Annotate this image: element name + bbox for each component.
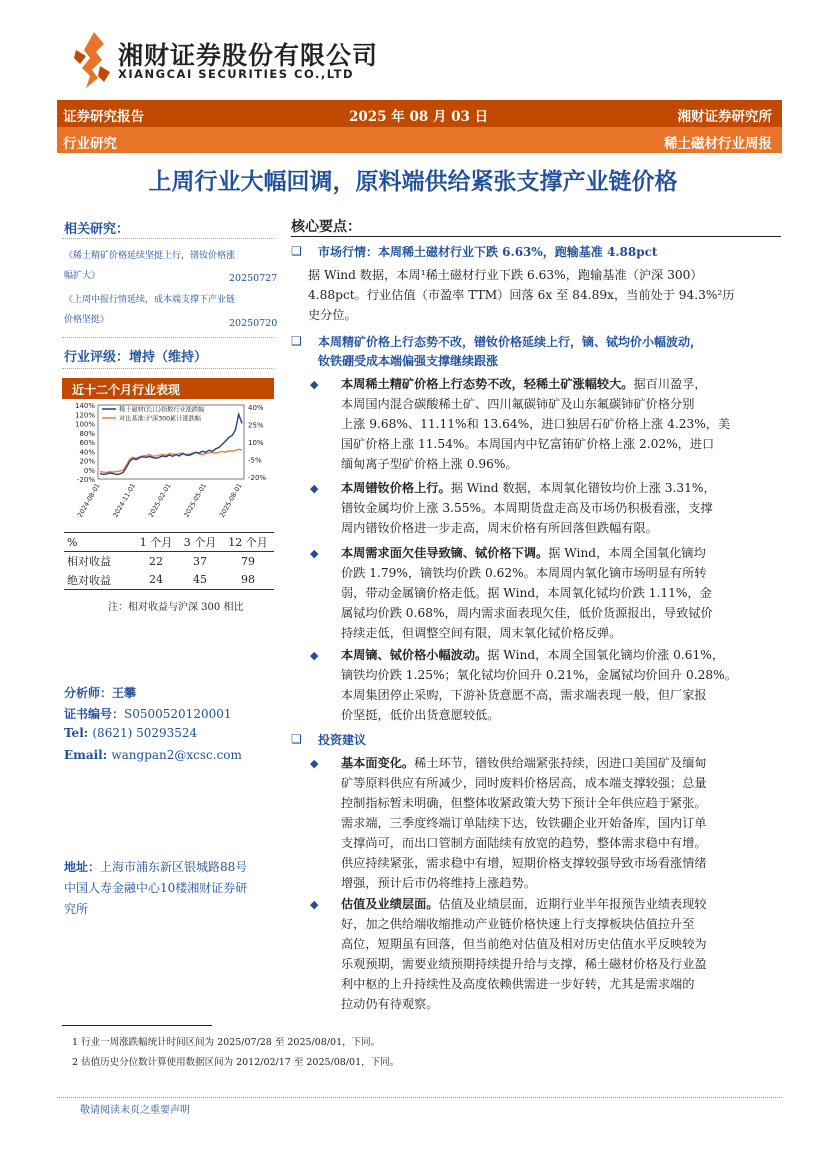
related-research-heading: 相关研究： xyxy=(64,222,130,237)
invest-bullet-1-text: 支撑尚可，而出口管制方面陆续有放宽的趋势，整体需求稳中有增。 xyxy=(341,836,707,850)
square-bullet-icon: ❑ xyxy=(291,334,302,348)
report-type: 证券研究报告 xyxy=(63,109,144,125)
company-logo-icon xyxy=(72,30,112,88)
y-left-tick-label: 40% xyxy=(79,448,95,457)
core-points-heading: 核心要点： xyxy=(291,219,361,235)
invest-bullet-1-text: 控制指标暂未明确，但整体收紧政策大势下预计全年供应趋于紧张。 xyxy=(341,796,707,810)
invest-bullet-1-text: 需求端，三季度终端订单陆续下达，钕铁硼企业开始备库，国内订单 xyxy=(341,816,707,830)
report-series: 稀土磁材行业周报 xyxy=(664,136,772,152)
price-bullet-4-text: 镝铁均价跌 1.25%；氧化铽均价回升 0.21%，金属铽均价回升 0.28%。 xyxy=(341,668,737,682)
y-right-tick-label: 25% xyxy=(248,421,264,430)
price-bullet-2-text: 镨钕金属均价上涨 3.55%。本周期货盘走高及市场仍积极看涨，支撑 xyxy=(341,501,713,515)
page-title: 上周行业大幅回调，原料端供给紧张支撑产业链价格 xyxy=(148,169,678,195)
cell: 37 xyxy=(193,554,207,568)
legend-label: 对比基准:沪深300累计涨跌幅 xyxy=(119,415,201,423)
y-left-tick-label: 100% xyxy=(74,420,95,429)
cell: 79 xyxy=(241,554,255,568)
analyst-tel: Tel: (8621) 50293524 xyxy=(64,726,198,740)
y-left-tick-label: 60% xyxy=(79,439,95,447)
table-header-cell: 1 个月 xyxy=(139,536,173,549)
related-item-date: 20250720 xyxy=(229,318,278,329)
invest-bullet-2: 估值及业绩层面。估值及业绩层面，近期行业半年报预告业绩表现较 xyxy=(341,897,707,911)
company-name-cn: 湘财证券股份有限公司 xyxy=(118,41,379,70)
x-tick-label: 2025-05-01 xyxy=(182,482,209,519)
analyst-cert: 证书编号：S0500520120001 xyxy=(64,707,232,721)
divider xyxy=(62,337,274,338)
table-header-cell: 3 个月 xyxy=(183,536,217,549)
analyst-name: 分析师：王攀 xyxy=(64,686,137,700)
footnote-2: 2 估值历史分位数计算使用数据区间为 2012/02/17 至 2025/08/01，下同。 xyxy=(72,1057,400,1068)
square-bullet-icon: ❑ xyxy=(291,244,302,258)
table-header-cell: % xyxy=(67,535,78,549)
divider xyxy=(62,238,274,239)
table-note: 注：相对收益与沪深 300 相比 xyxy=(108,602,244,613)
x-tick-label: 2024-08-01 xyxy=(75,482,102,519)
diamond-bullet-icon: ◆ xyxy=(310,482,319,495)
market-text: 4.88pct。行业估值（市盈率 TTM）回落 6x 至 84.89x，当前处于 94.3%²历 xyxy=(308,288,735,302)
cell: 22 xyxy=(149,554,163,568)
price-bullet-4: 本周镝、铽价格小幅波动。据 Wind，本周全国氧化镝均价涨 0.61%， xyxy=(341,648,725,662)
market-section-title: 市场行情：本周稀土磁材行业下跌 6.63%，跑输基准 4.88pct xyxy=(318,245,658,259)
price-bullet-4-text: 价坚挺，低价出货意愿较低。 xyxy=(341,708,500,722)
related-item-date: 20250727 xyxy=(229,273,278,284)
y-left-tick-label: 20% xyxy=(79,457,95,466)
company-name-en: XIANGCAI SECURITIES CO.,LTD xyxy=(118,67,355,81)
related-item-line2: 幅扩大》 xyxy=(64,271,101,281)
y-right-tick-label: 40% xyxy=(248,404,264,412)
chart-title: 近十二个月行业表现 xyxy=(62,378,274,399)
related-item: 《上周中报行情延续，成本端支撑下产业链 xyxy=(64,295,236,305)
invest-bullet-2-text: 高位，短期虽有回落，但当前绝对估值及相对历史估值水平反映较为 xyxy=(341,937,707,951)
institute-name: 湘财证券研究所 xyxy=(677,109,772,125)
square-bullet-icon: ❑ xyxy=(291,732,302,746)
report-date: 2025 年 08 月 03 日 xyxy=(349,109,489,125)
diamond-bullet-icon: ◆ xyxy=(310,378,319,391)
cell: 98 xyxy=(241,573,255,587)
invest-bullet-1: 基本面变化。稀土环节，镨钕供给端紧张持续，因进口美国矿及缅甸 xyxy=(341,756,707,770)
related-item: 《稀土精矿价格延续坚挺上行，镨钕价格涨 xyxy=(64,251,236,261)
invest-bullet-1-text: 增强，预计后市仍将维持上涨趋势。 xyxy=(341,876,536,890)
disclaimer-note: 敬请阅读末页之重要声明 xyxy=(80,1105,190,1116)
row-label: 绝对收益 xyxy=(67,573,111,587)
y-left-tick-label: 140% xyxy=(74,402,95,410)
performance-table xyxy=(64,532,274,590)
analyst-email[interactable]: Email: wangpan2@xcsc.com xyxy=(64,748,242,762)
report-header-band xyxy=(57,100,782,127)
report-subheader-band xyxy=(57,127,782,153)
y-left-tick-label: 120% xyxy=(74,411,95,420)
invest-bullet-1-text: 矿等原料供应有所减少，同时废料价格居高，成本端支撑较强；总量 xyxy=(341,776,707,790)
related-item-line2: 价格坚挺》 xyxy=(64,315,110,325)
legend-label: 稀土磁材(长江)指数行业涨跌幅 xyxy=(119,406,205,414)
price-bullet-1-text: 缅甸离子型矿价格上涨 0.96%。 xyxy=(341,457,518,471)
invest-bullet-2-text: 好，加之供给端收缩推动产业链价格快速上行支撑板块估值拉升至 xyxy=(341,917,695,931)
market-text: 据 Wind 数据，本周¹稀土磁材行业下跌 6.63%，跑输基准（沪深 300） xyxy=(308,268,703,282)
invest-bullet-2-text: 拉动仍有待观察。 xyxy=(341,997,439,1011)
invest-bullet-2-text: 利中枢的上升持续性及高度依赖供需进一步好转，尤其是需求端的 xyxy=(341,977,695,991)
price-bullet-3-text: 持续走低，但调整空间有限，周末氧化铽价格反弹。 xyxy=(341,626,622,640)
price-bullet-1-text: 上涨 9.68%、11.11%和 13.64%，进口独居石矿价格上涨 4.23%，美 xyxy=(341,417,731,431)
market-text: 史分位。 xyxy=(308,308,357,322)
price-bullet-3: 本周需求面欠佳导致镝、铽价格下调。据 Wind，本周全国氧化镝均 xyxy=(341,546,706,560)
x-tick-label: 2025-02-01 xyxy=(146,482,173,519)
x-tick-label: 2024-11-01 xyxy=(111,482,138,519)
footnote-1: 1 行业一周涨跌幅统计时间区间为 2025/07/28 至 2025/08/01，下同。 xyxy=(72,1037,381,1048)
y-left-tick-label: -20% xyxy=(76,476,95,484)
price-bullet-1-text: 本周国内混合碳酸稀土矿、四川氟碳铈矿及山东氟碳铈矿价格分别 xyxy=(341,397,695,411)
price-bullet-3-text: 弱，带动金属镝价格走低。据 Wind，本周氧化铽均价跌 1.11%，金 xyxy=(341,586,712,600)
y-right-tick-label: -5% xyxy=(248,456,262,465)
cell: 45 xyxy=(193,573,207,587)
price-bullet-2: 本周镨钕价格上行。据 Wind 数据，本周氧化镨钕均价上涨 3.31%， xyxy=(341,481,716,495)
y-left-tick-label: 0% xyxy=(83,466,95,475)
x-tick-label: 2025-08-01 xyxy=(217,482,244,519)
performance-line-chart xyxy=(62,399,274,529)
price-bullet-1: 本周稀土精矿价格上行态势不改，轻稀土矿涨幅较大。据百川盈孚， xyxy=(341,377,707,391)
y-right-tick-label: -20% xyxy=(248,474,267,482)
table-row xyxy=(64,552,274,571)
footer-rule xyxy=(57,1097,782,1098)
price-bullet-1-text: 国矿价格上涨 11.54%。本周国内中钇富铕矿价格上涨 2.02%，进口 xyxy=(341,437,715,451)
diamond-bullet-icon: ◆ xyxy=(310,898,319,911)
y-right-tick-label: 10% xyxy=(248,439,264,447)
invest-section-title: 投资建议 xyxy=(318,733,367,747)
report-category: 行业研究 xyxy=(63,136,117,152)
price-section-title-line2: 钕铁硼受成本端偏强支撑继续跟涨 xyxy=(318,354,499,368)
price-section-title: 本周精矿价格上行态势不改，镨钕价格延续上行，镝、铽均价小幅波动， xyxy=(318,335,703,349)
invest-bullet-2-text: 乐观预期，需要业绩预期持续提升给与支撑，稀土磁材价格及行业盈 xyxy=(341,957,707,971)
price-bullet-3-text: 价跌 1.79%，镝铁均价跌 0.62%。本周周内氧化镝市场明显有所转 xyxy=(341,566,707,580)
cell: 24 xyxy=(149,573,163,587)
divider xyxy=(291,236,781,237)
divider xyxy=(62,368,274,369)
row-label: 相对收益 xyxy=(67,555,111,569)
y-left-tick-label: 80% xyxy=(79,429,95,438)
price-bullet-3-text: 属铽均价跌 0.68%，周内需求面表现欠佳，低价货源报出，导致铽价 xyxy=(341,606,713,620)
price-bullet-4-text: 本周集团停止采购，下游补货意愿不高，需求端表现一般，但厂家报 xyxy=(341,688,707,702)
footnote-rule xyxy=(62,1025,212,1026)
diamond-bullet-icon: ◆ xyxy=(310,649,319,662)
diamond-bullet-icon: ◆ xyxy=(310,757,319,770)
address: 地址：上海市浦东新区银城路88号 中国人寿金融中心10楼湘财证券研 究所 xyxy=(64,860,248,916)
table-header-row xyxy=(64,533,274,552)
table-row xyxy=(64,571,274,590)
diamond-bullet-icon: ◆ xyxy=(310,547,319,560)
table-header-cell: 12 个月 xyxy=(228,536,268,549)
price-bullet-2-text: 周内镨钕价格进一步走高，周末价格有所回落但跌幅有限。 xyxy=(341,521,658,535)
invest-bullet-1-text: 供应持续紧张，需求稳中有增，短期价格支撑较强导致市场看涨情绪 xyxy=(341,856,707,870)
industry-rating: 行业评级：增持（维持） xyxy=(64,350,208,365)
